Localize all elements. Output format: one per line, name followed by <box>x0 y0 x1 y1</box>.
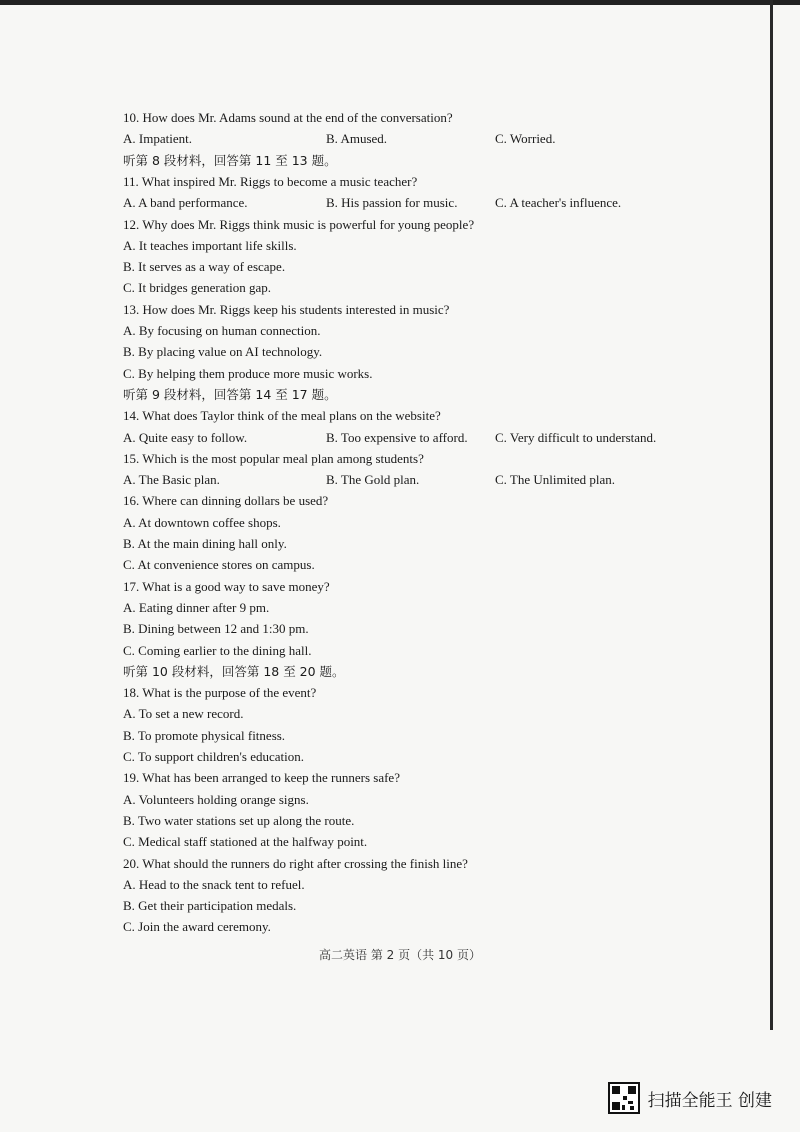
section-instruction: 听第 9 段材料，回答第 14 至 17 题。 <box>123 387 337 402</box>
question-line: B. At the main dining hall only. <box>123 536 287 551</box>
question-line: 10. How does Mr. Adams sound at the end of the conversation? <box>123 110 453 125</box>
section-instruction: 听第 8 段材料，回答第 11 至 13 题。 <box>123 153 337 168</box>
option-b: B. His passion for music. <box>326 195 458 210</box>
question-line: 11. What inspired Mr. Riggs to become a music teacher? <box>123 174 418 189</box>
option-a: A. Quite easy to follow. <box>123 430 248 445</box>
question-line: C. Coming earlier to the dining hall. <box>123 643 312 658</box>
option-a: A. Impatient. <box>123 131 192 146</box>
question-line: 12. Why does Mr. Riggs think music is powerful for young people? <box>123 217 475 232</box>
question-line: A. It teaches important life skills. <box>123 238 297 253</box>
option-c: C. Very difficult to understand. <box>495 430 657 445</box>
question-line: C. Medical staff stationed at the halfway point. <box>123 834 368 849</box>
question-line: A. By focusing on human connection. <box>123 323 321 338</box>
question-line: 14. What does Taylor think of the meal plans on the website? <box>123 408 441 423</box>
scan-edge-right <box>770 0 773 1030</box>
question-line: C. Join the award ceremony. <box>123 919 271 934</box>
question-line: B. Get their participation medals. <box>123 898 297 913</box>
question-line: 19. What has been arranged to keep the runners safe? <box>123 770 400 785</box>
question-line: C. To support children's education. <box>123 749 304 764</box>
option-b: B. The Gold plan. <box>326 472 420 487</box>
question-line: B. To promote physical fitness. <box>123 728 286 743</box>
option-b: B. Too expensive to afford. <box>326 430 468 445</box>
option-c: C. The Unlimited plan. <box>495 472 615 487</box>
question-line: B. Two water stations set up along the route. <box>123 813 355 828</box>
option-c: C. Worried. <box>495 131 556 146</box>
qr-code-icon <box>608 1082 640 1114</box>
option-b: B. Amused. <box>326 131 388 146</box>
question-line: 18. What is the purpose of the event? <box>123 685 317 700</box>
question-line: A. Head to the snack tent to refuel. <box>123 877 305 892</box>
question-line: 15. Which is the most popular meal plan among students? <box>123 451 424 466</box>
question-line: A. Eating dinner after 9 pm. <box>123 600 270 615</box>
question-line: C. By helping them produce more music works. <box>123 366 373 381</box>
option-a: A. A band performance. <box>123 195 248 210</box>
page-footer: 高二英语 第 2 页（共 10 页） <box>319 948 481 962</box>
option-c: C. A teacher's influence. <box>495 195 622 210</box>
question-line: 20. What should the runners do right after crossing the finish line? <box>123 856 468 871</box>
question-line: A. At downtown coffee shops. <box>123 515 281 530</box>
question-line: A. To set a new record. <box>123 706 244 721</box>
question-line: B. By placing value on AI technology. <box>123 344 323 359</box>
question-line: 13. How does Mr. Riggs keep his students interested in music? <box>123 302 450 317</box>
question-line: C. It bridges generation gap. <box>123 280 272 295</box>
question-line: 17. What is a good way to save money? <box>123 579 330 594</box>
watermark-text: 扫描全能王 创建 <box>647 1090 772 1111</box>
question-line: C. At convenience stores on campus. <box>123 557 315 572</box>
question-line: B. Dining between 12 and 1:30 pm. <box>123 621 309 636</box>
question-line: B. It serves as a way of escape. <box>123 259 286 274</box>
section-instruction: 听第 10 段材料，回答第 18 至 20 题。 <box>123 664 345 679</box>
scanner-watermark <box>608 1082 772 1114</box>
scan-edge-top <box>0 0 800 5</box>
option-a: A. The Basic plan. <box>123 472 220 487</box>
question-line: 16. Where can dinning dollars be used? <box>123 493 329 508</box>
question-line: A. Volunteers holding orange signs. <box>123 792 309 807</box>
